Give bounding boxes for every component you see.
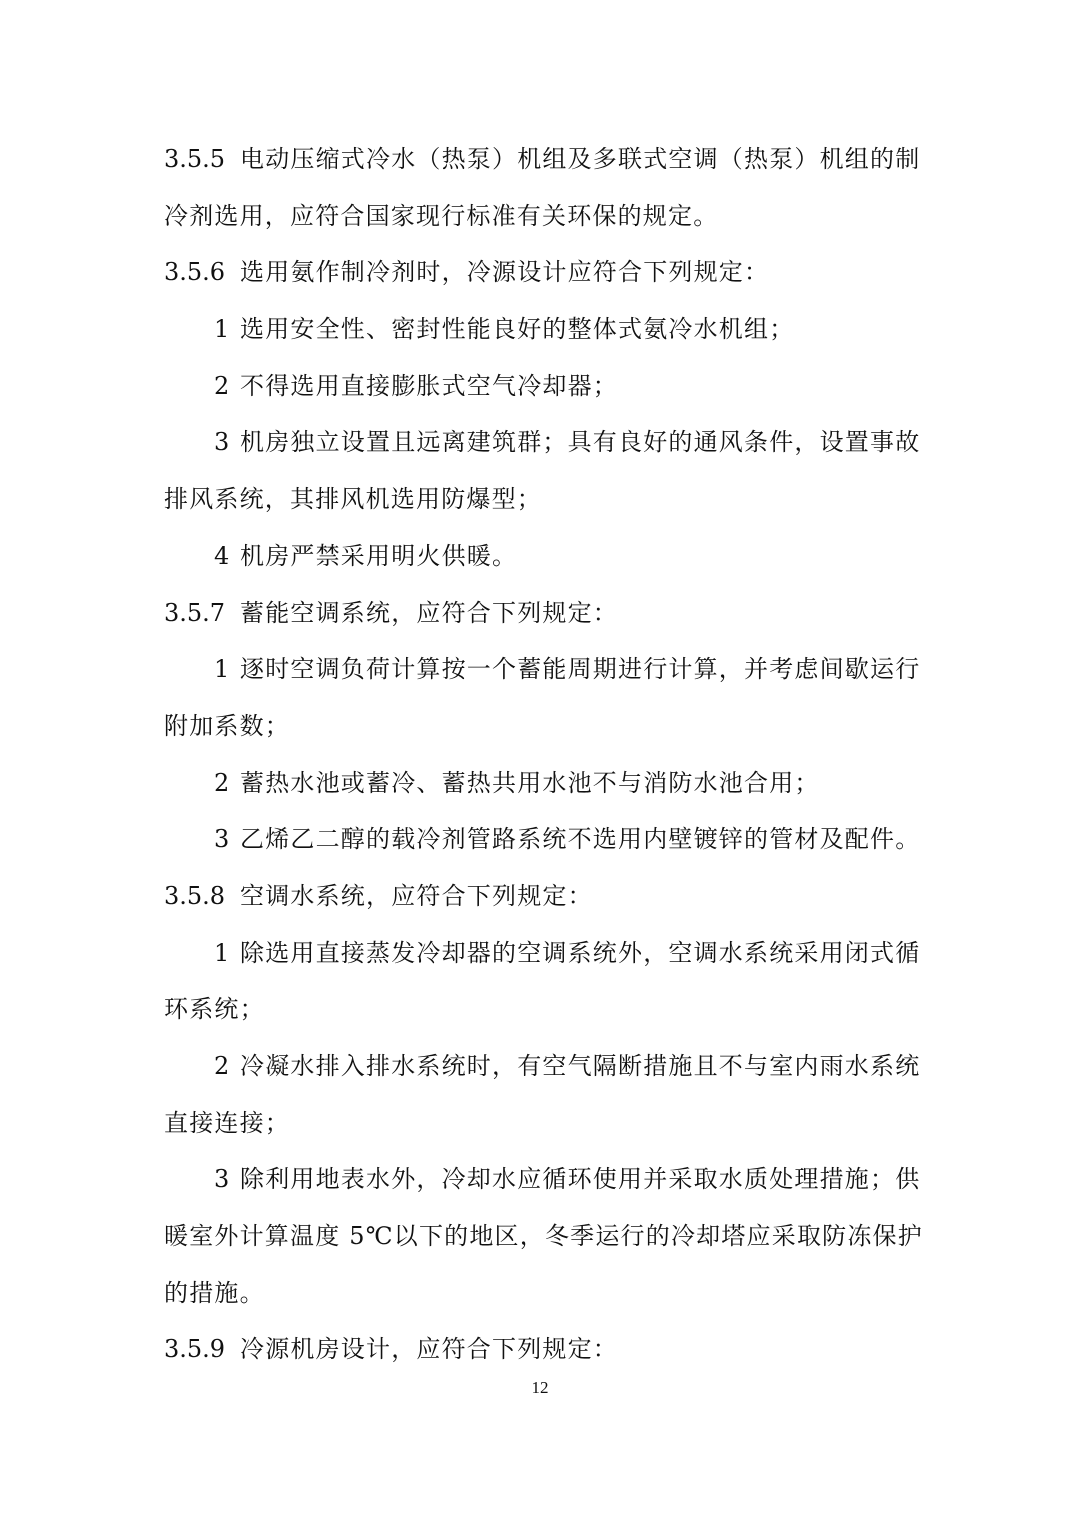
clause-3-5-7 — [164, 585, 916, 642]
list-item — [164, 811, 921, 868]
list-item — [164, 755, 916, 812]
item-number: 1 — [214, 938, 230, 967]
document-body — [164, 131, 923, 1378]
clause-3-5-9 — [164, 1321, 916, 1378]
list-item — [164, 301, 916, 358]
item-number: 3 — [214, 428, 230, 457]
clause-heading: 蓄能空调系统，应符合下列规定： — [240, 598, 618, 627]
item-number: 2 — [214, 1052, 230, 1080]
item-number: 2 — [214, 371, 230, 400]
item-text: 乙烯乙二醇的载冷剂管路系统不选用内壁镀锌的管材及配件。 — [240, 825, 921, 854]
list-item-continuation — [164, 1095, 916, 1152]
clause-text: 电动压缩式冷水（热泵）机组及多联式空调（热泵）机组的制 — [240, 145, 921, 173]
item-text: 机房独立设置且远离建筑群；具有良好的通风条件，设置事故 — [240, 428, 921, 457]
clause-3-5-5-continuation — [164, 188, 916, 245]
item-text: 除选用直接蒸发冷却器的空调系统外，空调水系统采用闭式循 — [240, 938, 921, 967]
list-item-continuation — [164, 1208, 923, 1265]
item-text: 选用安全性、密封性能良好的整体式氨冷水机组； — [240, 315, 795, 344]
item-number: 2 — [214, 768, 230, 797]
clause-3-5-5 — [164, 131, 921, 188]
clause-heading: 空调水系统，应符合下列规定： — [240, 881, 593, 910]
clause-3-5-8 — [164, 868, 916, 925]
clause-heading: 选用氨作制冷剂时，冷源设计应符合下列规定： — [240, 258, 770, 287]
item-text: 附加系数； — [164, 711, 290, 740]
clause-3-5-6 — [164, 244, 916, 301]
list-item-continuation — [164, 1265, 916, 1322]
list-item-continuation — [164, 471, 916, 528]
item-text: 除利用地表水外，冷却水应循环使用并采取水质处理措施；供 — [240, 1165, 921, 1194]
item-text: 冷凝水排入排水系统时，有空气隔断措施且不与室内雨水系统 — [240, 1052, 921, 1080]
item-number: 4 — [214, 541, 230, 570]
item-text: 的措施。 — [164, 1278, 265, 1307]
item-number: 1 — [214, 655, 230, 684]
item-number: 3 — [214, 1165, 230, 1194]
clause-number: 3.5.5 — [164, 145, 226, 173]
item-text: 排风系统，其排风机选用防爆型； — [164, 485, 542, 514]
list-item-continuation — [164, 698, 916, 755]
list-item-continuation — [164, 981, 916, 1038]
item-text: 环系统； — [164, 995, 265, 1024]
list-item — [164, 925, 921, 982]
clause-text: 冷剂选用，应符合国家现行标准有关环保的规定。 — [164, 201, 719, 230]
clause-number: 3.5.6 — [164, 258, 226, 287]
item-text: 直接连接； — [164, 1108, 290, 1137]
list-item — [164, 358, 916, 415]
item-text: 机房严禁采用明火供暖。 — [240, 541, 518, 570]
list-item — [164, 414, 921, 471]
page-number: 12 — [531, 1378, 549, 1397]
item-text: 不得选用直接膨胀式空气冷却器； — [240, 371, 618, 400]
item-text: 蓄热水池或蓄冷、蓄热共用水池不与消防水池合用； — [240, 768, 820, 797]
clause-number: 3.5.7 — [164, 598, 226, 627]
item-text: 逐时空调负荷计算按一个蓄能周期进行计算，并考虑间歇运行 — [240, 655, 921, 684]
list-item — [164, 1038, 921, 1095]
list-item — [164, 641, 921, 698]
clause-number: 3.5.8 — [164, 881, 226, 910]
list-item — [164, 1151, 921, 1208]
clause-heading: 冷源机房设计，应符合下列规定： — [240, 1335, 618, 1364]
item-text: 暖室外计算温度 5℃以下的地区，冬季运行的冷却塔应采取防冻保护 — [164, 1222, 923, 1251]
list-item — [164, 528, 916, 585]
item-number: 3 — [214, 825, 230, 854]
clause-number: 3.5.9 — [164, 1335, 226, 1364]
item-number: 1 — [214, 315, 230, 344]
